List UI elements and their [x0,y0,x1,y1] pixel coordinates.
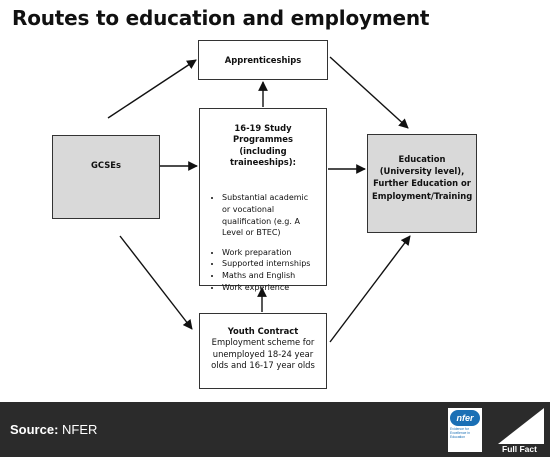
nfer-logo [448,408,482,452]
arrow-gcses-to-youth-contract [120,236,192,329]
apprenticeships-label: Apprenticeships [224,55,302,65]
fullfact-logo [492,406,548,454]
programmes-bullet-item: • Substantial academic or vocational qualification (e.g. A Level or BTEC) [222,192,318,238]
source-line [10,422,97,437]
source-label: Source: [10,422,59,437]
gcses-box [52,135,160,219]
study-programmes-box [199,108,327,292]
programmes-bullet-item: • Work experience [222,282,318,294]
education-box [367,134,477,233]
programmes-bullet-item: • Supported internships [222,258,318,270]
programmes-heading-line2: (including traineeships): [230,145,296,168]
programmes-bullet-list [208,192,318,293]
education-label: Education (University level), Further Education or Employment/Training [372,154,473,201]
page-title: Routes to education and employment [12,6,430,30]
youth-contract-heading: Youth Contract [227,326,299,336]
footer-bar [0,402,550,457]
arrow-gcses-to-apprenticeships [108,60,196,118]
nfer-logo-mark [450,410,480,426]
arrow-apprenticeships-to-education [330,57,408,128]
source-value: NFER [62,422,98,437]
youth-contract-box [199,313,327,389]
apprenticeships-box [198,40,328,80]
gcses-label: GCSEs [91,160,121,170]
youth-contract-body: Employment scheme for unemployed 18-24 year olds and 16-17 year olds [211,337,315,371]
nfer-logo-text: nfer [456,413,474,423]
fullfact-logo-mark [498,408,544,444]
nfer-logo-tagline: Evidence for Excellence in Education [450,427,470,439]
fullfact-logo-text: Full Fact [502,444,537,454]
arrow-youth-contract-to-education [330,236,410,342]
programmes-heading-line1: 16-19 Study Programmes [233,123,293,145]
programmes-bullet-item: • Work preparation [222,247,318,259]
programmes-bullet-item: • Maths and English [222,270,318,282]
